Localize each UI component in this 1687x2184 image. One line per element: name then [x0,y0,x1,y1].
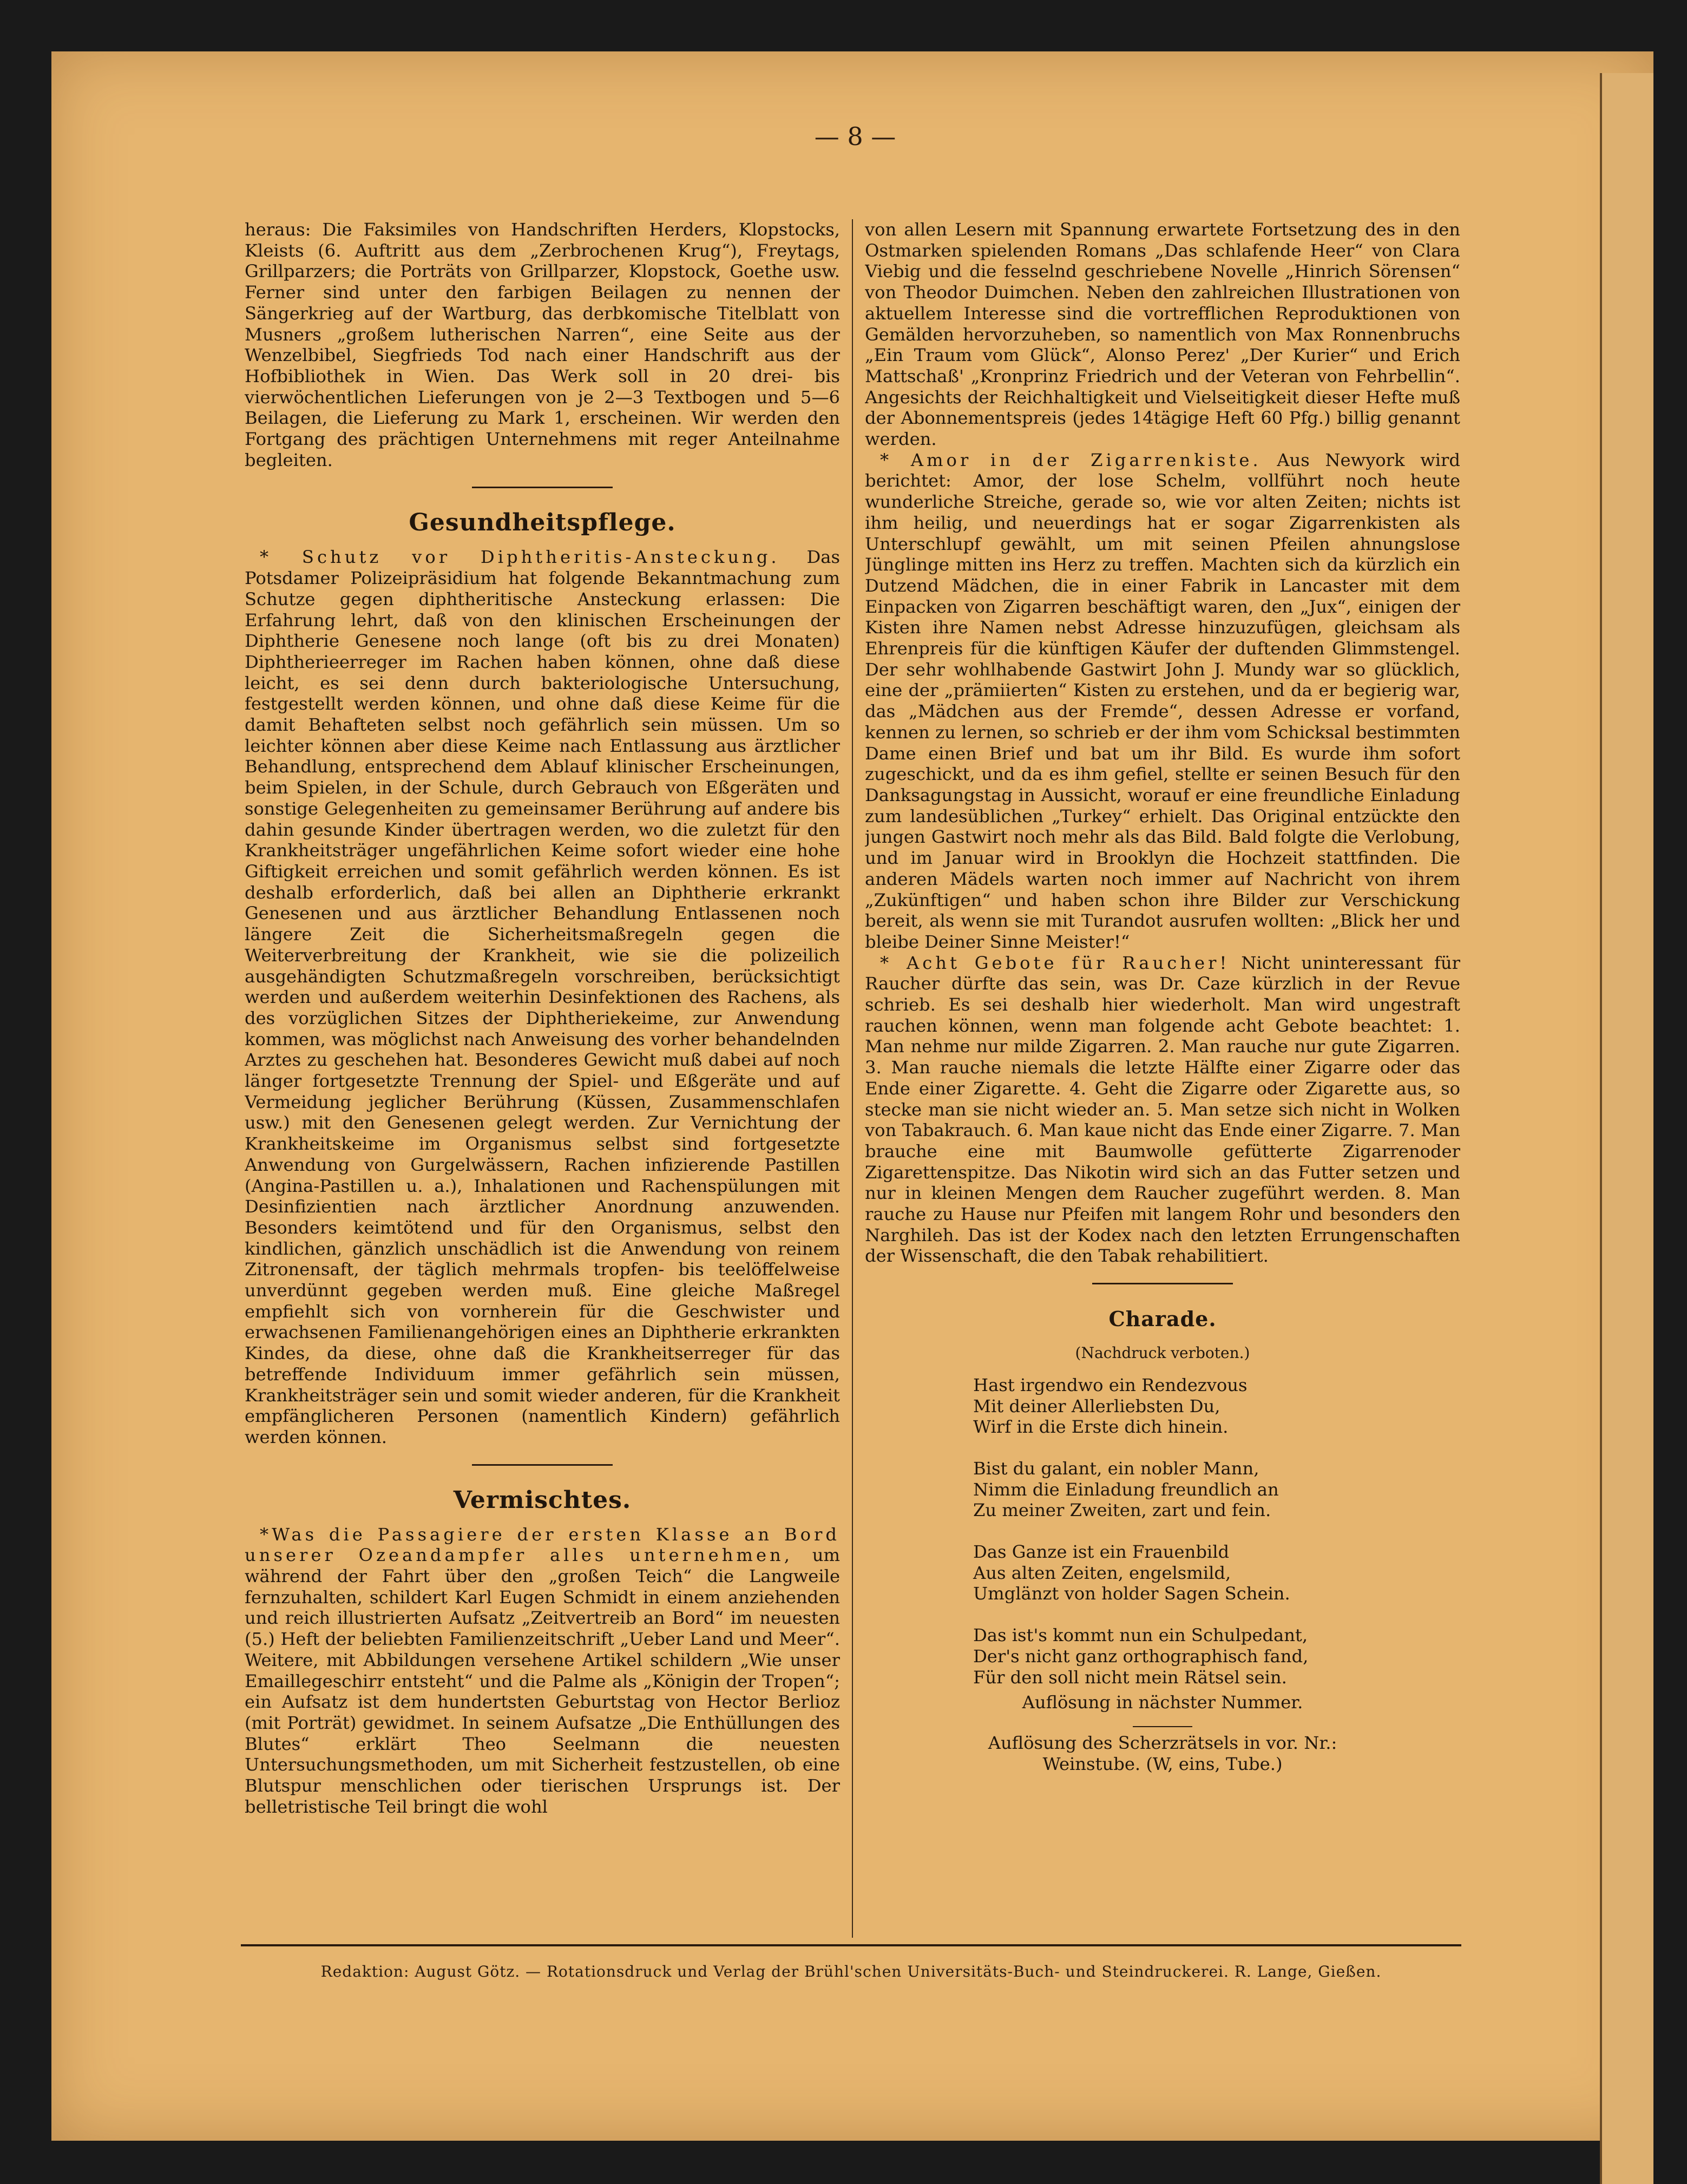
left-column [245,219,840,1938]
diphtheria-title: * Schutz vor Diphtheritis-Ansteckung. [260,547,780,568]
misc-article [245,1524,840,1818]
smokers-body: Nicht uninteressant für Raucher dürfte das sein, was Dr. Caze kürzlich in der Revue schrieb. Es sei deshalb hier wiederholt. Man wird ungestraft rauchen können, wenn man folgende acht Gebote beachtet: 1. Man nehme nur milde Zigarren. 2. Man rauche nur gute Zigarren. 3. Man rauche niemals die letzte Hälfte einer Zigarre oder das Ende einer Zigarette. 4. Geht die Zigarre oder Zigarette aus, so stecke man sie nicht wieder an. 5. Man setze sich nicht in Wolken von Tabakrauch. 6. Man kaue nicht das Ende einer Zigarre. 7. Man brauche eine mit Baumwolle gefütterte Zigarrenoder Zigarettenspitze. Das Nikotin wird sich an das Futter setzen und nur in kleinen Mengen dem Raucher zugeführt werden. 8. Man rauche zu Hause nur Pfeifen mit langem Rohr und besonders den Narghileh. Das ist der Kodex nach den letzten Errungenschaften der Wissenschaft, die den Tabak rehabilitiert. [865,952,1460,1267]
poem-line: Aus alten Zeiten, engelsmild, [973,1562,1231,1583]
charade-poem [973,1375,1460,1688]
diphtheria-article [245,547,840,1447]
poem-line: Der's nicht ganz orthographisch fand, [973,1645,1309,1667]
health-heading: Gesundheitspflege. [409,509,676,537]
continuation-paragraph: von allen Lesern mit Spannung erwartete Fortsetzung des in den Ostmarken spielenden Romans „Das schlafende Heer“ von Clara Viebig und die fesselnd geschriebene Novelle „Hinrich Sörensen“ von Theodor Duimchen. Neben den zahlreichen Illustrationen von aktuellem Interesse sind die vortrefflichen Reproduktionen von Gemälden hervorzuheben, so namentlich von Max Ronnenbruchs „Ein Traum vom Glück“, Alonso Perez' „Der Kurier“ und Erich Mattschaß' „Kronprinz Friedrich und der Veteran von Fehrbellin“. Angesichts der Reichhaltigkeit und Vielseitigkeit dieser Hefte muß der Abonnementspreis (jedes 14tägige Heft 60 Pfg.) billig genannt werden. [865,219,1460,450]
adjacent-page-edge [1600,73,1653,2184]
misc-body: um während der Fahrt über den „großen Teich“ die Langweile fernzuhalten, schildert Karl Eugen Schmidt in einem anziehenden und reich illustrierten Aufsatz „Zeitvertreib an Bord“ im neuesten (5.) Heft der beliebten Familienzeitschrift „Ueber Land und Meer“. Weitere, mit Abbildungen versehene Artikel schildern „Wie unser Emaillegeschirr entsteht“ und die Palme als „Königin der Tropen“; ein Aufsatz ist dem hundertsten Geburtstag von Hector Berlioz (mit Porträt) gewidmet. In seinem Aufsatze „Die Enthüllungen des Blutes“ erklärt Theo Seelmann die neuesten Untersuchungsmethoden, um mit Sicherheit festzustellen, ob eine Blutspur menschlichen oder tierischen Ursprungs ist. Der belletristische Teil bringt die wohl [245,1545,840,1817]
diphtheria-body: Das Potsdamer Polizeipräsidium hat folgende Bekanntmachung zum Schutze gegen diphtheritische Ansteckung erlassen: Die Erfahrung lehrt, daß von den klinischen Erscheinungen der Diphtherie Genesene noch lange (oft bis zu drei Monaten) Diphtherieerreger im Rachen haben können, ohne daß diese leicht, es sei denn durch bakteriologische Untersuchung, festgestellt werden können, und ohne daß diese Keime für die damit Behafteten selbst noch gefährlich sein müssen. Um so leichter können aber diese Keime nach Entlassung aus ärztlicher Behandlung, entsprechend dem Ablauf klinischer Erscheinungen, beim Spielen, in der Schule, durch Gebrauch von Eßgeräten und sonstige Gelegenheiten zu gemeinsamer Berührung auf andere bis dahin gesunde Kinder übertragen werden, wo die zuletzt für den Krankheitsträger ungefährlichen Keime sofort wieder eine hohe Giftigkeit erreichen und somit gefährlich werden können. Es ist deshalb erforderlich, daß bei allen an Diphtherie erkrankt Genesenen und aus ärztlicher Behandlung Entlassenen noch längere Zeit die Sicherheitsmaßregeln gegen die Weiterverbreitung der Krankheit, wie sie die polizeilich ausgehändigten Schutzmaßregeln vorschreiben, berücksichtigt werden und außerdem weiterhin Desinfektionen des Rachens, als des vorzüglichen Sitzes der Diphtheriekeime, zur Anwendung kommen, was möglichst nach Anweisung des vorher behandelnden Arztes zu geschehen hat. Besonderes Gewicht muß dabei auf noch länger fortgesetzte Trennung der Spiel- und Eßgeräte und auf Vermeidung jeglicher Berührung (Küssen, Zusammenschlafen usw.) mit den Genesenen gelegt werden. Zur Vernichtung der Krankheitskeime im Organismus selbst sind fortgesetzte Anwendung von Gurgelwässern, Rachen infizierende Pastillen (Angina-Pastillen u. a.), Inhalationen und Rachenspülungen mit Desinfizientien nach ärztlicher Anordnung anzuwenden. Besonders keimtötend und für den Organismus, selbst den kindlichen, gänzlich unschädlich ist die Anwendung von reinem Zitronensaft, der täglich mehrmals tropfen- bis teelöffelweise unverdünnt gegeben werden muß. Eine gleiche Maßregel empfiehlt sich von vornherein für die Geschwister und erwachsenen Familienangehörigen eines an Diphtherie erkrankten Kindes, da diese, ohne daß die Krankheitserreger für das betreffende Individuum immer gefährlich sein müssen, Krankheitsträger sein und somit wieder anderen, für die Krankheit empfänglicheren Personen (namentlich Kindern) gefährlich werden können. [245,547,840,1447]
poem-line: Wirf in die Erste dich hinein. [973,1416,1229,1438]
poem-line: Für den soll nicht mein Rätsel sein. [973,1667,1287,1688]
charade-stanza [973,1375,1460,1438]
poem-line: Das Ganze ist ein Frauenbild [973,1542,1230,1563]
poem-line: Das ist's kommt nun ein Schulpedant, [973,1625,1308,1646]
bottom-rule [241,1944,1461,1946]
amor-article [865,450,1460,953]
smokers-article [865,953,1460,1267]
charade-stanza [973,1542,1460,1604]
amor-body: Aus Newyork wird berichtet: Amor, der lose Schelm, vollführt noch heute wunderliche Streiche, gerade so, wie vor alten Zeiten; nichts ist ihm heilig, und neuerdings hat er sogar Zigarrenkisten als Unterschlupf gewählt, um mit seinen Pfeilen ahnungslose Jünglinge mitten ins Herz zu treffen. Machten sich da kürzlich ein Dutzend Mädchen, die in einer Fabrik in Lancaster mit dem Einpacken von Zigarren beschäftigt waren, den „Jux“, einigen der Kisten ihre Namen nebst Adresse hinzuzufügen, gleichsam als Ehrenpreis für die künftigen Käufer der duftenden Glimmstengel. Der sehr wohlhabende Gastwirt John J. Mundy war so glücklich, eine der „prämiierten“ Kisten zu erstehen, und da er begierig war, das „Mädchen aus der Fremde“, dessen Adresse er vorfand, kennen zu lernen, so schrieb er der ihm vom Schicksal bestimmten Dame einen Brief und bat um ihr Bild. Es wurde ihm sofort zugeschickt, und da es ihm gefiel, stellte er seinen Besuch für den Danksagungstag in Aussicht, worauf er eine freundliche Einladung zum landesüblichen „Turkey“ erhielt. Das Original entzückte den jungen Gastwirt noch mehr als das Bild. Bald folgte die Verlobung, und im Januar wird in Brooklyn die Hochzeit stattfinden. Die anderen Mädels warten noch immer auf Nachricht von ihrem „Zukünftigen“ und haben schon ihre Bilder zur Verschickung bereit, als wenn sie mit Turandot ausrufen wollten: „Blick her und bleibe Deiner Sinne Meister!“ [865,449,1460,952]
poem-line: Hast irgendwo ein Rendezvous [973,1374,1248,1395]
poem-line: Zu meiner Zweiten, zart und fein. [973,1500,1271,1521]
charade-stanza [973,1625,1460,1688]
right-column [865,219,1460,1938]
poem-line: Nimm die Einladung freundlich an [973,1479,1279,1500]
amor-title: * Amor in der Zigarrenkiste. [880,449,1262,470]
charade-solution-note: Auflösung in nächster Nummer. [1022,1692,1303,1713]
section-rule [1092,1283,1233,1284]
imprint: Redaktion: August Götz. — Rotationsdruck und Verlag der Brühl'schen Universitäts-Buch- und Steindruckerei. R. Lange, Gießen. [320,1963,1382,1980]
section-rule [472,1464,613,1466]
section-rule [472,487,613,488]
misc-title: *Was die Passagiere der ersten Klasse an Bord unserer Ozeandampfer alles unternehmen, [245,1524,840,1566]
solution-line-1: Auflösung des Scherzrätsels in vor. Nr.: [988,1733,1337,1753]
intro-paragraph: heraus: Die Faksimiles von Handschriften Herders, Klopstocks, Kleists (6. Auftritt aus dem „Zerbrochenen Krug“), Freytags, Grillparzers; die Porträts von Grillparzer, Klopstock, Goethe usw. Ferner sind unter den farbigen Beilagen zu nennen der Sängerkrieg auf der Wartburg, das derbkomische Titelblatt von Musners „großem lutherischen Narren“, eine Seite aus der Wenzelbibel, Siegfrieds Tod nach einer Handschrift aus der Hofbibliothek in Wien. Das Werk soll in 20 drei- bis vierwöchentlichen Lieferungen von je 2—3 Textbogen und 5—6 Beilagen, die Lieferung zu Mark 1, erscheinen. Wir werden den Fortgang des prächtigen Unternehmens mit reger Anteilnahme begleiten. [245,219,840,470]
charade-note: (Nachdruck verboten.) [1075,1344,1250,1362]
misc-heading: Vermischtes. [453,1486,632,1514]
column-divider [852,219,853,1938]
smokers-title: * Acht Gebote für Raucher! [880,952,1230,973]
charade-stanza [973,1458,1460,1521]
page-number: — 8 — [814,122,896,151]
poem-line: Umglänzt von holder Sagen Schein. [973,1583,1290,1604]
solution-line-2: Weinstube. (W, eins, Tube.) [1042,1753,1283,1774]
charade-heading: Charade. [1108,1307,1217,1332]
poem-line: Mit deiner Allerliebsten Du, [973,1395,1220,1416]
small-rule [1133,1726,1192,1727]
poem-line: Bist du galant, ein nobler Mann, [973,1458,1259,1479]
